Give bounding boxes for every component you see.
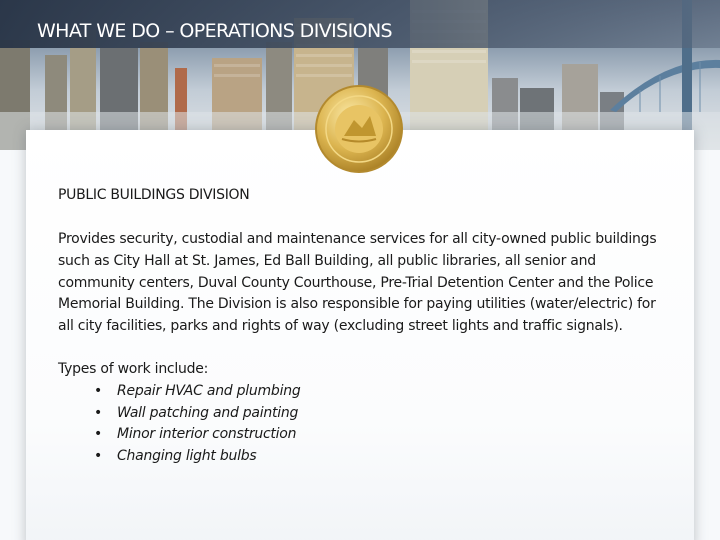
bullet-icon: • [94, 426, 103, 443]
types-of-work-list [58, 381, 658, 468]
slide-title: WHAT WE DO – OPERATIONS DIVISIONS [37, 20, 393, 42]
content-area [58, 187, 658, 468]
list-item: • Repair HVAC and plumbing [94, 381, 658, 403]
list-item: • Minor interior construction [94, 424, 658, 446]
types-label: Types of work include: [58, 360, 209, 377]
bullet-icon: • [94, 382, 103, 399]
division-heading: PUBLIC BUILDINGS DIVISION [58, 187, 250, 203]
division-description: Provides security, custodial and maintenance services for all city-owned public buildings such as City Hall at St. James, Ed Ball Building, all public libraries, all senior and community centers, Duval County Courthouse, Pre-Trial Detention Center and the Police Memorial Building. The Division is also responsible for paying utilities (water/electric) for all city facilities, parks and rights of way (excluding street lights and traffic signals). [58, 231, 657, 335]
list-item: • Wall patching and painting [94, 403, 658, 425]
list-item: • Changing light bulbs [94, 446, 658, 468]
bullet-icon: • [94, 404, 103, 421]
city-seal-icon [314, 84, 404, 174]
bullet-icon: • [94, 448, 103, 465]
